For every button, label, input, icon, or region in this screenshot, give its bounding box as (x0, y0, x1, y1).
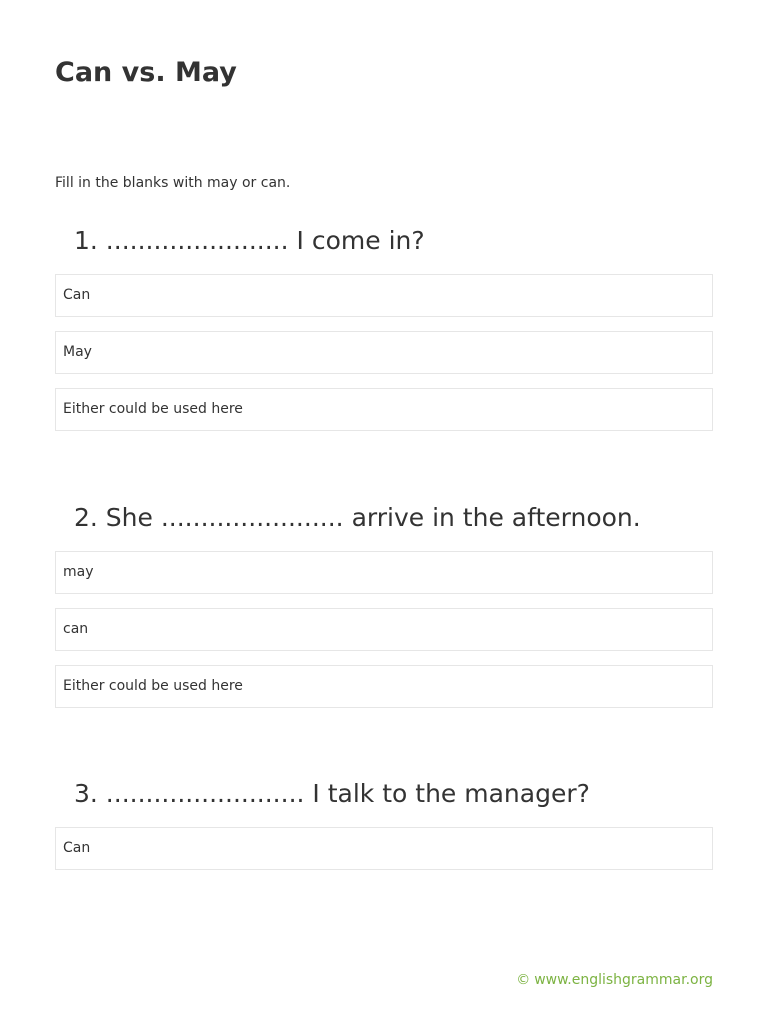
question-1-option-can[interactable]: Can (55, 274, 713, 317)
footer-credit[interactable] (516, 971, 713, 989)
question-2-text: 2. She ....................... arrive in the afternoon. (74, 503, 641, 532)
question-1-text: 1. ....................... I come in? (74, 226, 425, 255)
question-2-option-can[interactable]: can (55, 608, 713, 651)
page-title: Can vs. May (55, 57, 237, 88)
question-3-text: 3. ......................... I talk to the manager? (74, 779, 590, 808)
question-2-option-may[interactable]: may (55, 551, 713, 594)
question-1 (55, 225, 713, 445)
footer-site-link[interactable]: www.englishgrammar.org (534, 972, 713, 988)
question-1-option-may[interactable]: May (55, 331, 713, 374)
question-2 (55, 502, 713, 722)
question-1-option-either[interactable]: Either could be used here (55, 388, 713, 431)
question-3-option-can[interactable]: Can (55, 827, 713, 870)
question-2-option-either[interactable]: Either could be used here (55, 665, 713, 708)
instructions-text: Fill in the blanks with may or can. (55, 175, 291, 191)
copyright-icon: © (516, 972, 531, 988)
question-1-options (55, 274, 713, 431)
question-3-options (55, 827, 713, 870)
question-2-options (55, 551, 713, 708)
question-3 (55, 778, 713, 884)
